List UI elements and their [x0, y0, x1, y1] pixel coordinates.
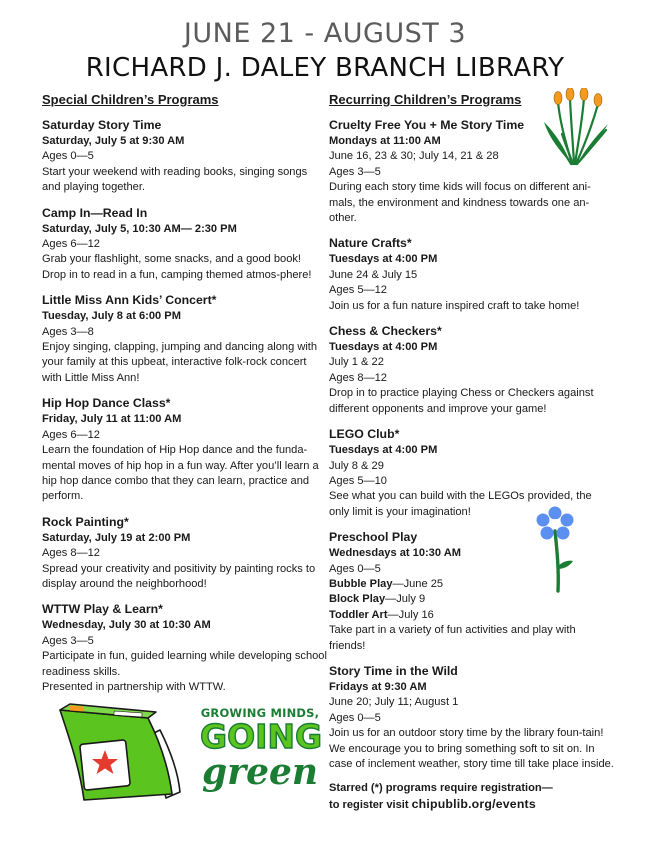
- program-time: Tuesdays at 4:00 PM: [329, 253, 438, 266]
- recurring-programs-column: [329, 92, 614, 813]
- program-dates: June 16, 23 & 30; July 14, 21 & 28: [329, 150, 499, 163]
- program-description: Join us for a fun nature inspired craft to take home!: [329, 299, 580, 312]
- program-title: Rock Painting*: [42, 514, 129, 529]
- program-ages: Ages 5—12: [329, 284, 387, 297]
- registration-url-link[interactable]: chipublib.org/events: [411, 796, 536, 811]
- program-title: Camp In—Read In: [42, 205, 148, 220]
- program-note: Presented in partnership with WTTW.: [42, 680, 226, 693]
- logo-line-2: GOING: [200, 717, 323, 756]
- program-time: Saturday, July 19 at 2:00 PM: [42, 531, 191, 544]
- session-date: —June 25: [392, 577, 444, 590]
- program-block: [329, 663, 614, 772]
- session-item: [329, 608, 614, 623]
- program-time: Tuesdays at 4:00 PM: [329, 444, 438, 457]
- program-ages: Ages 0—5: [329, 562, 381, 575]
- session-date: —July 9: [385, 593, 426, 606]
- program-title: Saturday Story Time: [42, 118, 162, 132]
- program-title: LEGO Club*: [329, 427, 400, 442]
- tulips-icon: [540, 88, 610, 166]
- program-ages: Ages 5—10: [329, 474, 387, 487]
- registration-line: Starred (*) programs require registration—: [329, 782, 553, 795]
- session-name: Bubble Play: [329, 577, 393, 590]
- program-description: Join us for an outdoor story time by the library foun-tain! We encourage you to bring something soft to sit on. In case of inclement weather, story time till take place inside.: [329, 727, 614, 770]
- program-title: Nature Crafts*: [329, 236, 412, 251]
- program-dates: June 20; July 11; August 1: [329, 696, 459, 709]
- blue-flower-icon: [533, 505, 579, 593]
- program-block: [42, 514, 327, 593]
- program-dates: June 24 & July 15: [329, 268, 418, 281]
- program-title: Little Miss Ann Kids’ Concert*: [42, 293, 217, 308]
- recurring-programs-heading: Recurring Children’s Programs: [329, 92, 522, 107]
- program-description: Take part in a variety of fun activities and play with friends!: [329, 624, 576, 652]
- logo-line-1: GROWING MINDS,: [200, 706, 320, 720]
- session-item: [329, 592, 614, 607]
- program-time: Wednesday, July 30 at 10:30 AM: [42, 619, 211, 632]
- program-description: Enjoy singing, clapping, jumping and dancing along with your family at this upbeat, interactive folk-rock concert with Little Miss Ann!: [42, 341, 318, 384]
- program-ages: Ages 6—12: [42, 428, 100, 441]
- program-time: Tuesday, July 8 at 6:00 PM: [42, 310, 181, 323]
- program-ages: Ages 3—8: [42, 325, 94, 338]
- session-date: —July 16: [387, 608, 434, 621]
- logo-line-3: green: [201, 751, 319, 793]
- program-dates: July 1 & 22: [329, 356, 384, 369]
- program-description: During each story time kids will focus on different ani-mals, the environment and kindness towards one an-other.: [329, 181, 591, 225]
- session-name: Block Play: [329, 593, 386, 606]
- program-description: See what you can build with the LEGOs provided, the only limit is your imagination!: [329, 490, 592, 518]
- program-block: [329, 235, 614, 314]
- program-ages: Ages 8—12: [42, 547, 100, 560]
- program-description: Start your weekend with reading books, singing songs and playing together.: [42, 165, 308, 194]
- date-range-title: JUNE 21 - AUGUST 3: [183, 18, 467, 49]
- program-description: Learn the foundation of Hip Hop dance and the funda-mental moves of hip hop in a fun way. After you’ll learn a hip hop dance combo that they can learn, practice and perform.: [42, 444, 319, 503]
- program-title: Hip Hop Dance Class*: [42, 396, 171, 411]
- program-ages: Ages 3—5: [42, 634, 94, 647]
- program-dates: July 8 & 29: [329, 459, 384, 472]
- program-time: Saturday, July 5, 10:30 AM— 2:30 PM: [42, 222, 237, 235]
- program-block: [42, 395, 327, 504]
- program-block: [42, 117, 327, 196]
- program-time: Friday, July 11 at 11:00 AM: [42, 413, 182, 426]
- program-block: [329, 323, 614, 417]
- book-icon: [40, 700, 190, 806]
- program-description: Participate in fun, guided learning while developing school readiness skills.: [42, 650, 327, 678]
- program-ages: Ages 0—5: [329, 711, 381, 724]
- program-ages: Ages 0—5: [42, 150, 94, 163]
- program-title: Preschool Play: [329, 530, 418, 545]
- program-title: Cruelty Free You + Me Story Time: [329, 118, 525, 132]
- program-time: Saturday, July 5 at 9:30 AM: [42, 135, 185, 147]
- growing-minds-logo: [200, 706, 323, 806]
- program-block: [42, 292, 327, 386]
- program-time: Fridays at 9:30 AM: [329, 680, 427, 693]
- program-title: Story Time in the Wild: [329, 663, 458, 678]
- program-block: [42, 205, 327, 284]
- special-programs-heading: Special Children’s Programs: [42, 92, 219, 107]
- program-block: [42, 601, 327, 695]
- program-title: Chess & Checkers*: [329, 324, 442, 339]
- registration-note: [329, 781, 614, 813]
- program-description: Grab your flashlight, some snacks, and a good book! Drop in to read in a fun, camping themed atmos-phere!: [42, 253, 312, 281]
- program-time: Wednesdays at 10:30 AM: [329, 547, 461, 560]
- special-programs-column: [42, 92, 327, 704]
- program-ages: Ages 6—12: [42, 238, 100, 251]
- program-description: Drop in to practice playing Chess or Checkers against different opponents and improve your game!: [329, 387, 594, 415]
- program-ages: Ages 3—5: [329, 165, 381, 178]
- session-name: Toddler Art: [329, 608, 388, 621]
- branch-title: RICHARD J. DALEY BRANCH LIBRARY: [85, 53, 565, 83]
- program-title: WTTW Play & Learn*: [42, 602, 163, 617]
- registration-link-line: [329, 797, 614, 813]
- registration-prefix: to register visit: [329, 798, 412, 811]
- program-ages: Ages 8—12: [329, 371, 387, 384]
- program-time: Mondays at 11:00 AM: [329, 135, 441, 147]
- program-description: Spread your creativity and positivity by painting rocks to display around the neighborhood!: [42, 562, 316, 590]
- program-time: Tuesdays at 4:00 PM: [329, 341, 438, 354]
